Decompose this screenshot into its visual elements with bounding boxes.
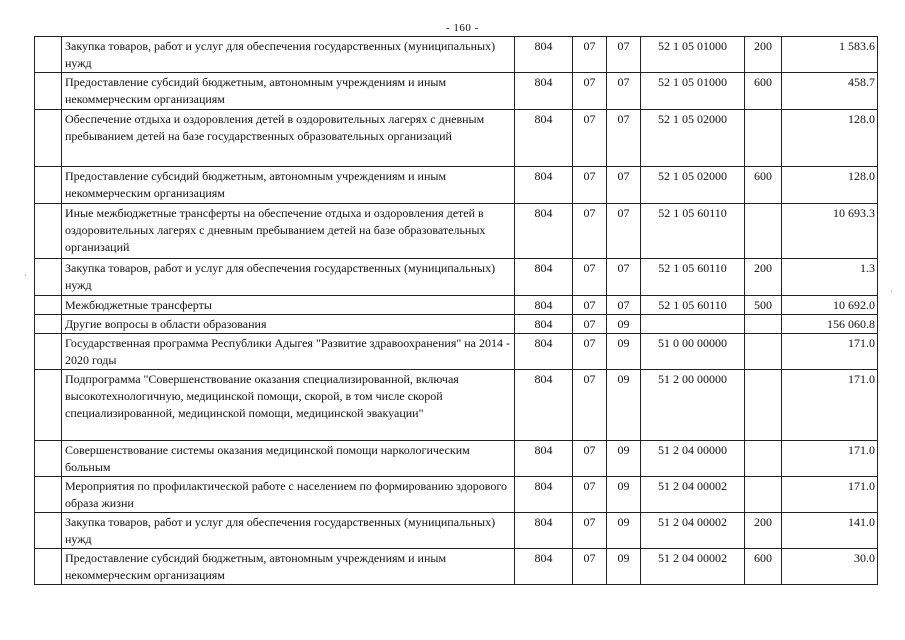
pr-code: 09 xyxy=(607,513,641,549)
table-row xyxy=(35,110,878,167)
row-name: Иные межбюджетные трансферты на обеспечение отдыха и оздоровления детей в оздоровительных лагерях с дневным пребыванием детей на базе образовательных организаций xyxy=(62,204,515,259)
vr-code xyxy=(745,441,782,477)
sum-value: 10 692.0 xyxy=(782,296,878,315)
table-row xyxy=(35,73,878,110)
scan-mark: · xyxy=(24,270,27,280)
rz-code: 07 xyxy=(573,204,607,259)
index-cell xyxy=(35,370,62,441)
rz-code: 07 xyxy=(573,296,607,315)
sum-value: 1.3 xyxy=(782,259,878,296)
index-cell xyxy=(35,549,62,585)
index-cell xyxy=(35,204,62,259)
table-row xyxy=(35,513,878,549)
csr-code: 51 2 04 00000 xyxy=(641,441,745,477)
csr-code: 52 1 05 01000 xyxy=(641,73,745,110)
pr-code: 09 xyxy=(607,334,641,370)
rz-code: 07 xyxy=(573,37,607,73)
vr-code: 600 xyxy=(745,549,782,585)
csr-code: 52 1 05 60110 xyxy=(641,204,745,259)
scan-mark: · xyxy=(890,286,893,296)
ved-code: 804 xyxy=(515,549,573,585)
vr-code xyxy=(745,110,782,167)
pr-code: 07 xyxy=(607,167,641,204)
rz-code: 07 xyxy=(573,477,607,513)
pr-code: 07 xyxy=(607,204,641,259)
row-name: Государственная программа Республики Адыгея "Развитие здравоохранения" на 2014 - 2020 годы xyxy=(62,334,515,370)
page-number: - 160 - xyxy=(446,22,479,34)
row-name: Предоставление субсидий бюджетным, автономным учреждениям и иным некоммерческим организациям xyxy=(62,167,515,204)
table-row xyxy=(35,370,878,441)
pr-code: 09 xyxy=(607,315,641,334)
rz-code: 07 xyxy=(573,110,607,167)
rz-code: 07 xyxy=(573,73,607,110)
sum-value: 171.0 xyxy=(782,477,878,513)
csr-code: 51 2 04 00002 xyxy=(641,513,745,549)
sum-value: 171.0 xyxy=(782,370,878,441)
index-cell xyxy=(35,259,62,296)
table-row xyxy=(35,477,878,513)
index-cell xyxy=(35,110,62,167)
sum-value: 458.7 xyxy=(782,73,878,110)
vr-code: 600 xyxy=(745,73,782,110)
ved-code: 804 xyxy=(515,370,573,441)
index-cell xyxy=(35,167,62,204)
vr-code: 200 xyxy=(745,513,782,549)
sum-value: 128.0 xyxy=(782,167,878,204)
pr-code: 07 xyxy=(607,37,641,73)
rz-code: 07 xyxy=(573,167,607,204)
index-cell xyxy=(35,37,62,73)
pr-code: 07 xyxy=(607,110,641,167)
vr-code: 600 xyxy=(745,167,782,204)
csr-code: 52 1 05 02000 xyxy=(641,110,745,167)
table-row xyxy=(35,549,878,585)
rz-code: 07 xyxy=(573,259,607,296)
table-row xyxy=(35,441,878,477)
ved-code: 804 xyxy=(515,259,573,296)
rz-code: 07 xyxy=(573,441,607,477)
row-name: Мероприятия по профилактической работе с населением по формированию здорового образа жизни xyxy=(62,477,515,513)
csr-code: 51 2 04 00002 xyxy=(641,549,745,585)
sum-value: 156 060.8 xyxy=(782,315,878,334)
row-name: Межбюджетные трансферты xyxy=(62,296,515,315)
index-cell xyxy=(35,73,62,110)
row-name: Закупка товаров, работ и услуг для обеспечения государственных (муниципальных) нужд xyxy=(62,513,515,549)
index-cell xyxy=(35,296,62,315)
row-name: Совершенствование системы оказания медицинской помощи наркологическим больным xyxy=(62,441,515,477)
csr-code: 52 1 05 01000 xyxy=(641,37,745,73)
row-name: Закупка товаров, работ и услуг для обеспечения государственных (муниципальных) нужд xyxy=(62,259,515,296)
index-cell xyxy=(35,315,62,334)
row-name: Предоставление субсидий бюджетным, автономным учреждениям и иным некоммерческим организациям xyxy=(62,73,515,110)
pr-code: 09 xyxy=(607,477,641,513)
sum-value: 171.0 xyxy=(782,334,878,370)
table-row xyxy=(35,296,878,315)
rz-code: 07 xyxy=(573,334,607,370)
vr-code: 200 xyxy=(745,259,782,296)
ved-code: 804 xyxy=(515,296,573,315)
ved-code: 804 xyxy=(515,110,573,167)
rz-code: 07 xyxy=(573,549,607,585)
ved-code: 804 xyxy=(515,37,573,73)
vr-code xyxy=(745,370,782,441)
rz-code: 07 xyxy=(573,315,607,334)
pr-code: 07 xyxy=(607,73,641,110)
table-row xyxy=(35,334,878,370)
csr-code: 51 0 00 00000 xyxy=(641,334,745,370)
table-row xyxy=(35,37,878,73)
ved-code: 804 xyxy=(515,334,573,370)
index-cell xyxy=(35,441,62,477)
pr-code: 09 xyxy=(607,441,641,477)
index-cell xyxy=(35,334,62,370)
vr-code xyxy=(745,477,782,513)
ved-code: 804 xyxy=(515,513,573,549)
csr-code: 51 2 00 00000 xyxy=(641,370,745,441)
table-row xyxy=(35,167,878,204)
table-row xyxy=(35,315,878,334)
rz-code: 07 xyxy=(573,370,607,441)
csr-code: 52 1 05 02000 xyxy=(641,167,745,204)
rz-code: 07 xyxy=(573,513,607,549)
index-cell xyxy=(35,477,62,513)
pr-code: 09 xyxy=(607,370,641,441)
vr-code xyxy=(745,204,782,259)
pr-code: 07 xyxy=(607,259,641,296)
ved-code: 804 xyxy=(515,477,573,513)
ved-code: 804 xyxy=(515,167,573,204)
csr-code: 51 2 04 00002 xyxy=(641,477,745,513)
row-name: Другие вопросы в области образования xyxy=(62,315,515,334)
sum-value: 30.0 xyxy=(782,549,878,585)
csr-code: 52 1 05 60110 xyxy=(641,296,745,315)
csr-code: 52 1 05 60110 xyxy=(641,259,745,296)
ved-code: 804 xyxy=(515,73,573,110)
budget-table xyxy=(34,36,878,585)
ved-code: 804 xyxy=(515,204,573,259)
sum-value: 1 583.6 xyxy=(782,37,878,73)
vr-code xyxy=(745,334,782,370)
row-name: Предоставление субсидий бюджетным, автономным учреждениям и иным некоммерческим организациям xyxy=(62,549,515,585)
sum-value: 141.0 xyxy=(782,513,878,549)
row-name: Подпрограмма "Совершенствование оказания специализированной, включая высокотехнологичную, медицинской помощи, скорой, в том числе скорой специализированной, медицинской помощи, медицинской эвакуации" xyxy=(62,370,515,441)
sum-value: 171.0 xyxy=(782,441,878,477)
vr-code: 200 xyxy=(745,37,782,73)
table-row xyxy=(35,259,878,296)
vr-code: 500 xyxy=(745,296,782,315)
table-row xyxy=(35,204,878,259)
pr-code: 09 xyxy=(607,549,641,585)
row-name: Закупка товаров, работ и услуг для обеспечения государственных (муниципальных) нужд xyxy=(62,37,515,73)
sum-value: 10 693.3 xyxy=(782,204,878,259)
row-name: Обеспечение отдыха и оздоровления детей в оздоровительных лагерях с дневным пребыванием детей на базе государственных образовательных организаций xyxy=(62,110,515,167)
index-cell xyxy=(35,513,62,549)
ved-code: 804 xyxy=(515,441,573,477)
pr-code: 07 xyxy=(607,296,641,315)
sum-value: 128.0 xyxy=(782,110,878,167)
ved-code: 804 xyxy=(515,315,573,334)
vr-code xyxy=(745,315,782,334)
csr-code xyxy=(641,315,745,334)
